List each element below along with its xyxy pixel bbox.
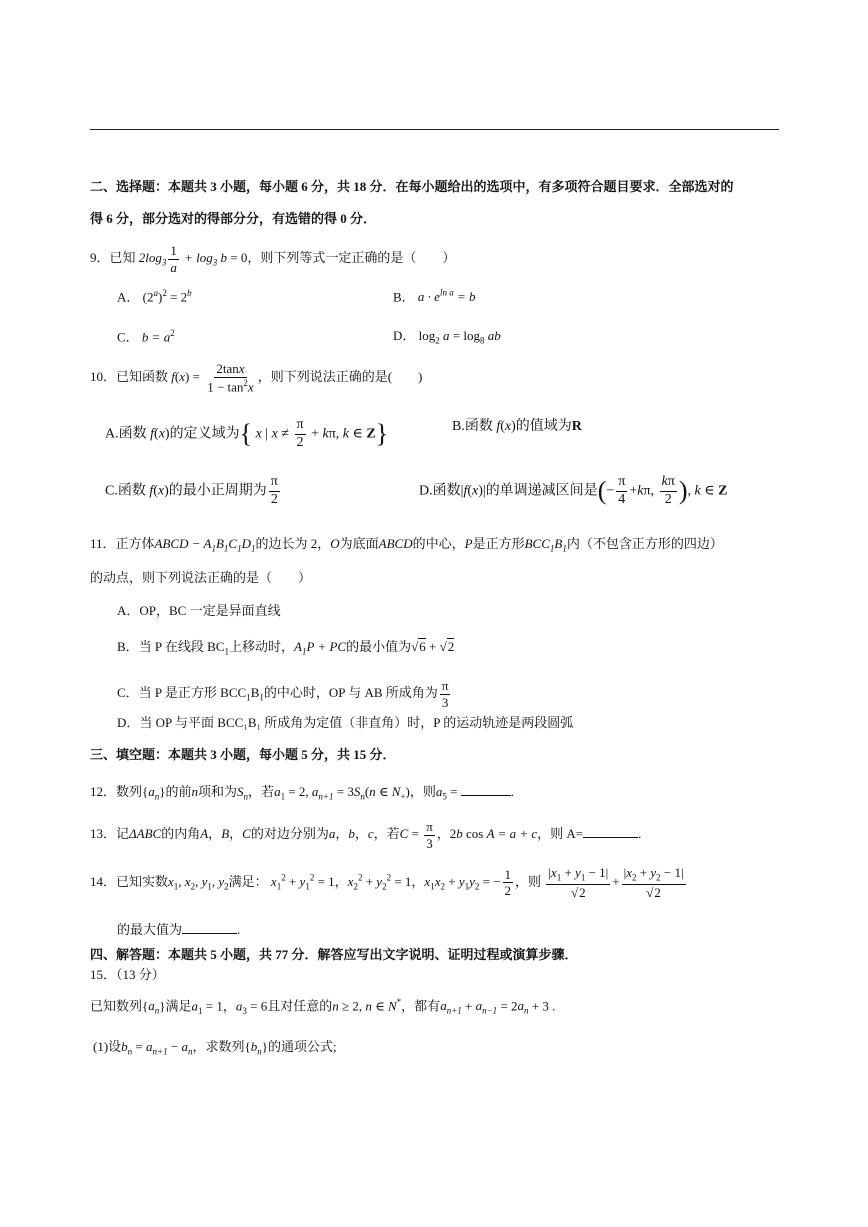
header-rule <box>90 129 779 130</box>
q9-option-d: D． $\log_2 a = \log_8$ ab <box>393 328 501 346</box>
q9-option-b: B． $a \cdot e^{ln a} = b$ <box>393 288 476 305</box>
q10-option-c: C.函数 f(x)的最小正周期为 $\frac{\pi}{2}$ <box>105 474 278 507</box>
section4-header: 四、解答题：本题共 5 小题，共 77 分．解答应写出文字说明、证明过程或演算步骤． <box>90 947 578 962</box>
question-12: 12．数列$\{a_n\}$的前n项和为$S_n$，若$a_1 = 2$, $a_{n+1} = 3S_n(n$ ∈ $N_+$)，则$a_5$ = . <box>90 784 514 802</box>
question-14-line2: 的最大值为 . <box>117 922 241 937</box>
q9-option-a: A． $(2^a)^2 = 2^b$ <box>117 288 192 305</box>
section3-header: 三、填空题：本题共 3 小题，每小题 5 分，共 15 分． <box>90 747 396 762</box>
q10-option-a: A.函数 f(x)的定义域为{ x | x ≠ $\frac{\pi}{2}$ + kπ, k ∈ Z} <box>105 417 389 450</box>
q11-option-b: B．当 P 在线段 $BC_1$上移动时，$A_1P$ + PC的最小值为√6 + √2 <box>117 639 455 657</box>
section2-header-line1: 二、选择题：本题共 3 小题，每小题 6 分，共 18 分．在每小题给出的选项中，有多项符合题目要求．全部选对的 <box>90 179 734 194</box>
q9-option-c: C． $b = a^2$ <box>117 328 175 345</box>
question-11-line2: 的动点，则下列说法正确的是（ ） <box>90 570 312 585</box>
question-14: 14．已知实数$x_1$, $x_2$, $y_1$, $y_2$满足： $x_1^2 + y_1^2 = 1$，$x_2^2 + y_2^2 = 1$，$x_1x_2 + y_1y_2$ = − $\frac{1}{2}$ ，则 $\frac{|x_1 + y_1 - 1|}{√2}$ + $\frac{|x_2 + y_2 - 1|}{√2}$ <box>90 865 684 901</box>
question-15-head: 15．（13 分） <box>90 967 165 982</box>
question-9: 9．已知 $2\log_3$ $\frac{1}{a}$ + $\log_3 b = 0$，则下列等式一定正确的是（ ） <box>90 243 456 275</box>
q11-option-c: C．当 P 是正方形 $BCC_1B_1$的中心时，OP 与 AB 所成角为 $\frac{\pi}{3}$ <box>117 678 449 710</box>
question-15-part1: (1)设$b_n = a_{n+1} - a_n$，求数列$\{b_n\}$的通项公式; <box>93 1039 337 1057</box>
q10-option-d: D.函数|f(x)|的单调递减区间是(− $\frac{\pi}{4}$ +kπ, $\frac{k\pi}{2}$ ), k ∈ Z <box>419 474 728 507</box>
question-10: 10．已知函数 f(x) = $\frac{2\tan x}{1 - \tan^2x}$ ，则下列说法正确的是( ) <box>90 361 423 394</box>
q11-option-a: A．OP，BC 一定是异面直线 <box>117 603 281 618</box>
question-15-statement: 已知数列$\{a_n\}$满足$a_1 = 1$，$a_3 = 6$且对任意的n ≥ 2, n ∈ N*，都有$a_{n+1} + a_{n-1} = 2a_n + 3$ . <box>90 997 556 1016</box>
question-11-line1: 11．正方体ABCD − $A_1B_1C_1D_1$的边长为 2，O为底面ABCD的中心，P是正方形$BCC_1B_1$内（不包含正方形的四边） <box>90 536 723 554</box>
q11-option-d: D．当 OP 与平面 BCC₁B₁ 所成角为定值（非直角）时，P 的运动轨迹是两段圆弧 <box>117 715 574 730</box>
q10-option-b: B.函数 f(x)的值域为R <box>452 419 582 434</box>
question-13: 13．记ΔABC的内角A，B，C的对边分别为a，b，c，若C = $\frac{\pi}{3}$ ，2b cos A = a + c，则 A= . <box>90 819 642 851</box>
section2-header-line2: 得 6 分，部分选对的得部分分，有选错的得 0 分． <box>90 211 377 226</box>
